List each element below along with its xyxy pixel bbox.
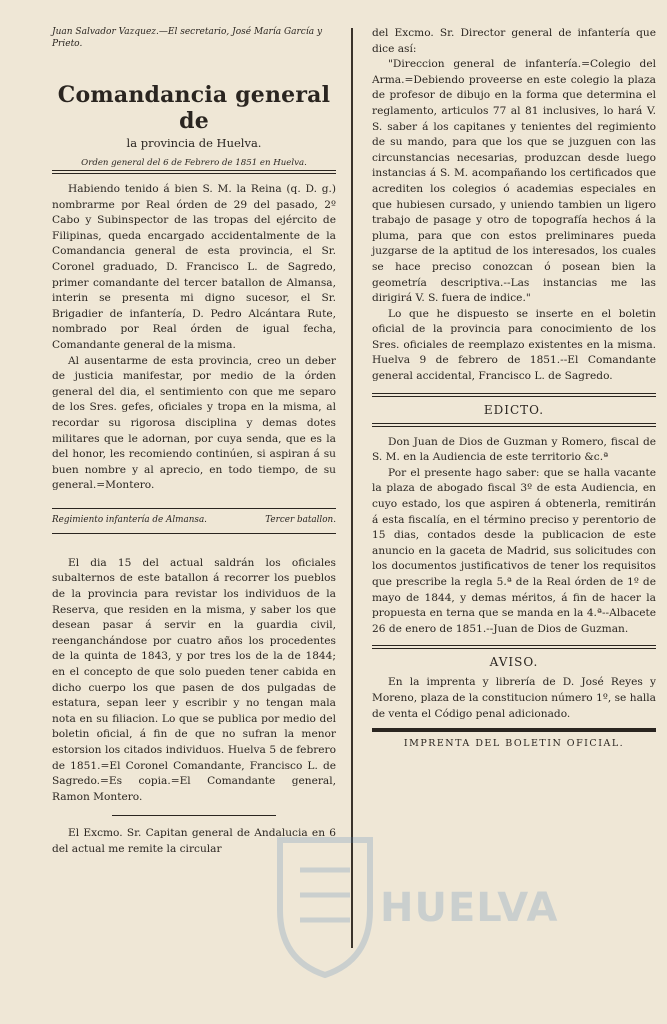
edicto-body: Por el presente hago saber: que se halla vacante la plaza de abogado fiscal 3º de esta Audiencia, en cuyo estado, los que aspiren á obtenerla, remitirán á esta fiscalía, en el término preciso y perentorio de 15 dias, contados desde la publicacion de este anuncio en la gaceta de Madrid, sus solicitudes con los documentos justificativos de tener los requisitos que prescribe la regla 5.ª de la Real órden de 1º de mayo de 1844, y demas méritos, á fin de hacer la propuesta en terna que se manda en la 4.ª--Albacete 26 de enero de 1851.--Juan de Dios de Guzman. — [372, 466, 656, 635]
section-divider — [52, 508, 336, 509]
double-rule — [372, 423, 656, 427]
aviso-title: AVISO. — [489, 655, 539, 670]
section-heading: Comandancia general de — [57, 82, 331, 134]
aviso-body: En la imprenta y librería de D. José Reyes y Moreno, plaza de la constitucion número 1º, se halla de venta el Código penal adicionado. — [372, 676, 656, 720]
orden-general-line: Orden general del 6 de Febrero de 1851 en Huelva. — [81, 158, 307, 168]
paragraph-director: del Excmo. Sr. Director general de infantería que dice así: — [372, 27, 656, 55]
watermark-text: HUELVA — [380, 885, 559, 931]
double-rule — [372, 645, 656, 649]
edicto-intro: Don Juan de Dios de Guzman y Romero, fiscal de S. M. en la Audiencia de este territorio &c.ª — [372, 435, 656, 464]
top-signature: Juan Salvador Vazquez.—El secretario, José María García y Prieto. — [52, 27, 323, 49]
double-rule — [52, 170, 336, 174]
paragraph-dispuesto: Lo que he dispuesto se inserte en el boletin oficial de la provincia para conocimiento de los Sres. oficiales de reemplazo existentes en la misma. Huelva 9 de febrero de 1851.--El Comandante general accidental, Francisco L. de Sagredo. — [372, 307, 656, 383]
imprenta-footer: IMPRENTA DEL BOLETIN OFICIAL. — [403, 738, 625, 750]
regiment-header — [52, 515, 336, 525]
edicto-title: EDICTO. — [483, 402, 545, 417]
paragraph-reserva: El dia 15 del actual saldrán los oficiales subalternos de este batallon á recorrer los pueblos de la provincia para revistar los individuos de la Reserva, que residen en la misma, y saber los que desean pasar á servir en la guardia civil, reenganchándose por cuatro años los procedentes de la quinta de 1843, y por tres los de la de 1844; en el concepto de que solo pueden tener cabida en dicho cuerpo los que pasen de dos pulgadas de estatura, sepan leer y escribir y no tengan mala nota en su filiacion. Lo que se publica por medio del boletin oficial, á fin de que no sufran la menor estorsion los citados individuos. Huelva 5 de febrero de 1851.=El Coronel Comandante, Francisco L. de Sagredo.=Es copia.=El Comandante general, Ramon Montero. — [52, 556, 336, 803]
section-subheading: la provincia de Huelva. — [126, 136, 262, 150]
paragraph-nombramiento: Habiendo tenido á bien S. M. la Reina (q. D. g.) nombrarme por Real órden de 29 del pasado, 2º Cabo y Subinspector de las tropas del ejército de Filipinas, queda encargado accidentalmente de la Comandancia general de esta provincia, el Sr. Coronel graduado, D. Francisco L. de Sagredo, primer comandante del tercer batallon de Almansa, interin se presenta mi digno sucesor, el Sr. Brigadier de infantería, D. Pedro Alcántara Rute, nombrado por Real órden de igual fecha, Comandante general de la misma. — [52, 183, 336, 351]
left-column — [52, 26, 336, 858]
right-column — [372, 26, 656, 749]
paragraph-despedida: Al ausentarme de esta provincia, creo un deber de justicia manifestar, por medio de la órden general del dia, el sentimiento con que me separo de los Sres. gefes, oficiales y tropa en la misma, al recordar su rigorosa disciplina y demas dotes militares que le adornan, por cuya senda, que es la del honor, les recomiendo continúen, si aspiran á su buen nombre y al aprecio, en todo tiempo, de su general.=Montero. — [52, 354, 336, 492]
double-rule — [372, 393, 656, 397]
battalion-name: Tercer batallon. — [265, 514, 336, 525]
footer-rule — [372, 728, 656, 732]
paragraph-colegio: "Direccion general de infantería.=Colegio del Arma.=Debiendo proveerse en este colegio la plaza de profesor de dibujo en la forma que determina el reglamento, articulos 77 al 81 inclusives, lo hará V. S. saber á los capitanes y tenientes del regimiento de su mando, para que los que se juzguen con las circunstancias necesarias, produzcan desde luego instancias á S. M. acompañando los certificados que acrediten los colegios ó academias especiales en que hubiesen cursado, y uniendo tambien un ligero trabajo de pasage y otro de topografía hechos á la pluma, para que con estos preliminares pueda juzgarse de la aptitud de los interesados, los cuales se hace preciso conozcan ó posean bien la geometría descriptiva.--Las instancias me las dirigirá V. S. fuera de indice." — [372, 58, 656, 305]
paragraph-circular: El Excmo. Sr. Capitan general de Andalucia en 6 del actual me remite la circular — [52, 827, 336, 855]
regiment-name: Regimiento infantería de Almansa. — [52, 514, 207, 525]
section-divider — [52, 533, 336, 534]
short-divider — [112, 815, 276, 816]
column-rule — [351, 28, 353, 948]
